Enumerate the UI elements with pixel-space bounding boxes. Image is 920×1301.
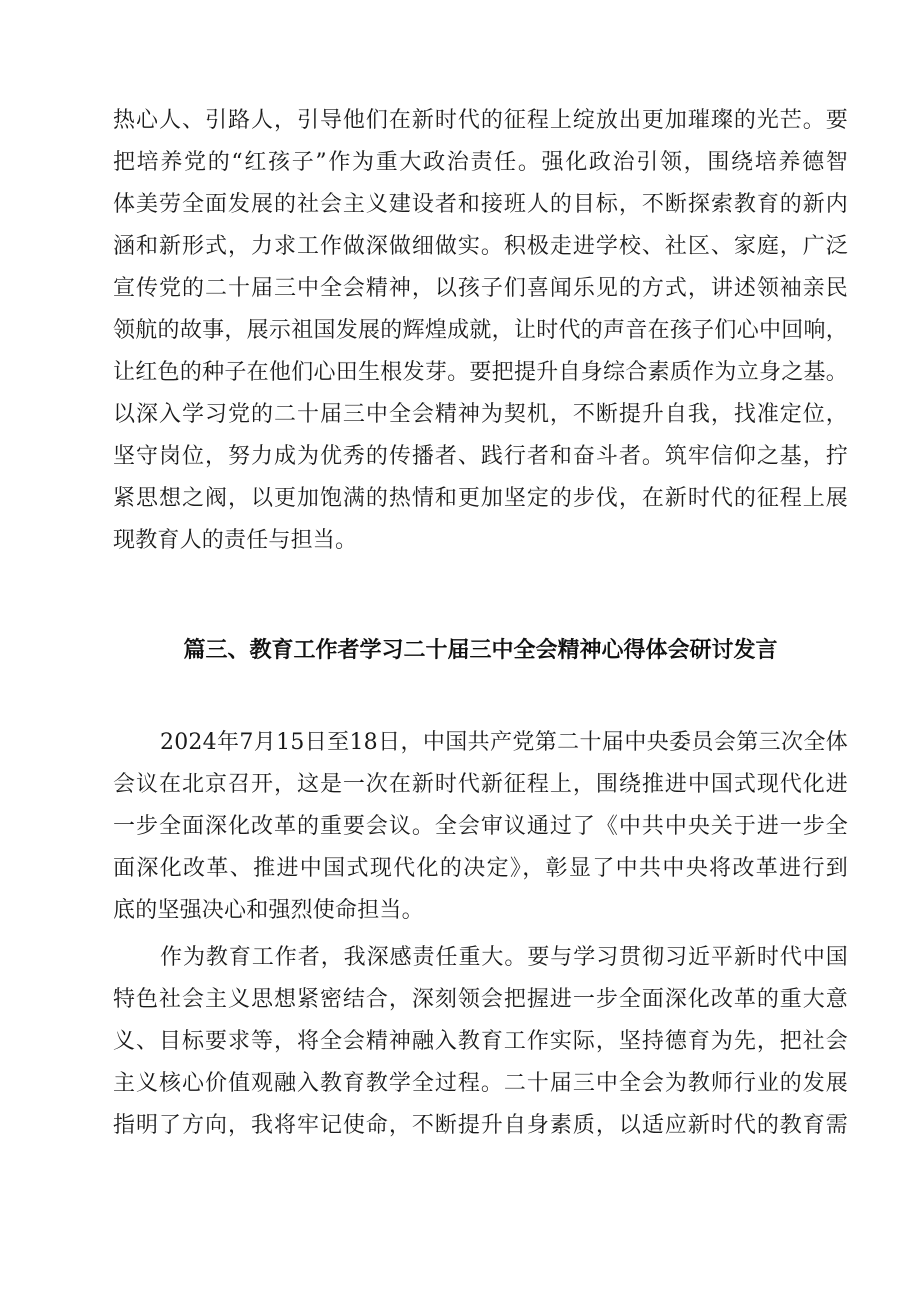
text-line: 2024年7月15日至18日，中国共产党第二十届中央委员会第三次全体: [160, 730, 848, 755]
text-line: 主义核心价值观融入教育教学全过程。二十届三中全会为教师行业的发展: [113, 1071, 848, 1096]
text-line: 会议在北京召开，这是一次在新时代新征程上，围绕推进中国式现代化进: [113, 772, 848, 797]
text-line: 作为教育工作者，我深感责任重大。要与学习贯彻习近平新时代中国: [160, 945, 848, 970]
text-line: 体美劳全面发展的社会主义建设者和接班人的目标，不断探索教育的新内: [113, 192, 848, 217]
text-line: 现教育人的责任与担当。: [113, 528, 358, 553]
text-line: 底的坚强决心和强烈使命担当。: [113, 898, 424, 923]
text-line: 特色社会主义思想紧密结合，深刻领会把握进一步全面深化改革的重大意: [113, 987, 848, 1012]
text-line: 热心人、引路人，引导他们在新时代的征程上绽放出更加璀璨的光芒。要: [113, 108, 848, 133]
text-line: 把培养党的“红孩子”作为重大政治责任。强化政治引领，围绕培养德智: [113, 150, 848, 175]
text-line: 紧思想之阀，以更加饱满的热情和更加坚定的步伐，在新时代的征程上展: [113, 486, 848, 511]
text-line: 义、目标要求等，将全会精神融入教育工作实际，坚持德育为先，把社会: [113, 1029, 848, 1054]
text-line: 一步全面深化改革的重要会议。全会审议通过了《中共中央关于进一步全: [113, 814, 848, 839]
text-line: 涵和新形式，力求工作做深做细做实。积极走进学校、社区、家庭，广泛: [113, 234, 848, 259]
text-line: 以深入学习党的二十届三中全会精神为契机，不断提升自我，找准定位，: [113, 402, 848, 427]
text-line: 面深化改革、推进中国式现代化的决定》，彰显了中共中央将改革进行到: [113, 856, 848, 881]
text-line: 指明了方向，我将牢记使命，不断提升自身素质，以适应新时代的教育需: [113, 1113, 848, 1138]
text-line: 坚守岗位，努力成为优秀的传播者、践行者和奋斗者。筑牢信仰之基，拧: [113, 444, 848, 469]
text-line: 领航的故事，展示祖国发展的辉煌成就，让时代的声音在孩子们心中回响，: [113, 318, 848, 343]
section-heading: 篇三、教育工作者学习二十届三中全会精神心得体会研讨发言: [183, 638, 778, 663]
text-line: 让红色的种子在他们心田生根发芽。要把提升自身综合素质作为立身之基。: [113, 360, 848, 385]
text-line: 宣传党的二十届三中全会精神，以孩子们喜闻乐见的方式，讲述领袖亲民: [113, 276, 848, 301]
